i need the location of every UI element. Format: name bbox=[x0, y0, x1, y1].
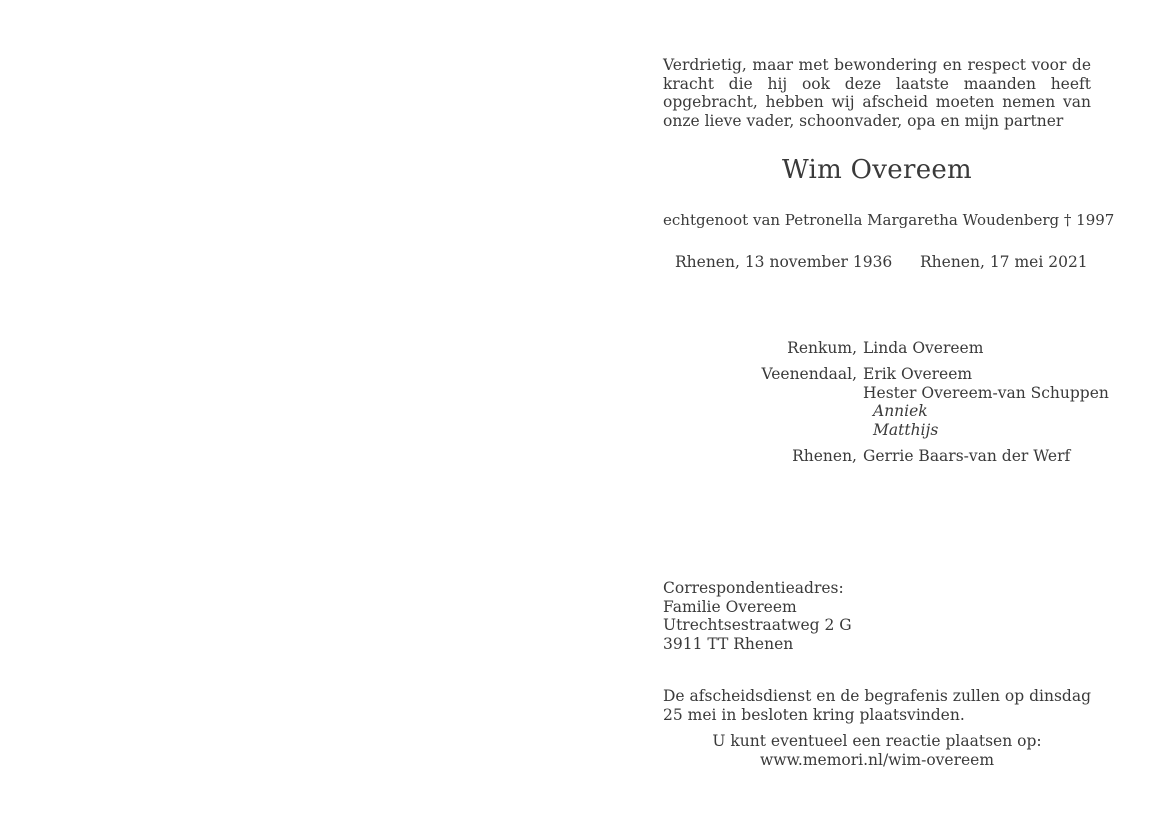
reaction-info bbox=[663, 732, 1091, 769]
family-person: Gerrie Baars-van der Werf bbox=[863, 446, 1071, 465]
left-blank-page bbox=[0, 0, 584, 827]
family-place: Renkum, bbox=[787, 339, 857, 357]
address-line: Familie Overeem bbox=[663, 597, 797, 616]
family-group bbox=[663, 339, 1103, 358]
death-date: Rhenen, 17 mei 2021 bbox=[920, 253, 1088, 271]
service-text: De afscheidsdienst en de begrafenis zullen op dinsdag 25 mei in besloten kring plaatsvinden. bbox=[663, 687, 1092, 724]
announcement-page bbox=[584, 0, 1169, 827]
family-place: Veenendaal, bbox=[761, 365, 857, 383]
birth-date: Rhenen, 13 november 1936 bbox=[675, 253, 893, 271]
address-heading: Correspondentieadres: bbox=[663, 579, 844, 597]
family-person: Hester Overeem-van Schuppen bbox=[863, 383, 1109, 402]
address-line: 3911 TT Rhenen bbox=[663, 634, 794, 653]
family-person: Erik Overeem bbox=[863, 365, 973, 383]
grandchild-name: Anniek bbox=[873, 402, 928, 420]
deceased-name: Wim Overeem bbox=[781, 155, 973, 185]
family-place: Rhenen, bbox=[792, 446, 857, 465]
family-list bbox=[663, 339, 1109, 473]
reaction-text: U kunt eventueel een reactie plaatsen op: bbox=[712, 732, 1042, 750]
grandchild-name: Matthijs bbox=[873, 420, 939, 439]
memorial-url: www.memori.nl/wim-overeem bbox=[759, 750, 995, 769]
address-line: Utrechtsestraatweg 2 G bbox=[663, 616, 852, 634]
family-group bbox=[663, 447, 1103, 466]
correspondence-address bbox=[663, 579, 1091, 653]
family-group bbox=[663, 365, 1109, 439]
intro-text: Verdrietig, maar met bewondering en respect voor de kracht die hij ook deze laatste maanden heeft opgebracht, hebben wij afscheid moeten nemen van onze lieve vader, schoonvader, opa en mijn partner bbox=[663, 56, 1091, 130]
spouse-line: echtgenoot van Petronella Margaretha Woudenberg † 1997 bbox=[663, 211, 1115, 229]
family-person: Linda Overeem bbox=[863, 339, 984, 357]
